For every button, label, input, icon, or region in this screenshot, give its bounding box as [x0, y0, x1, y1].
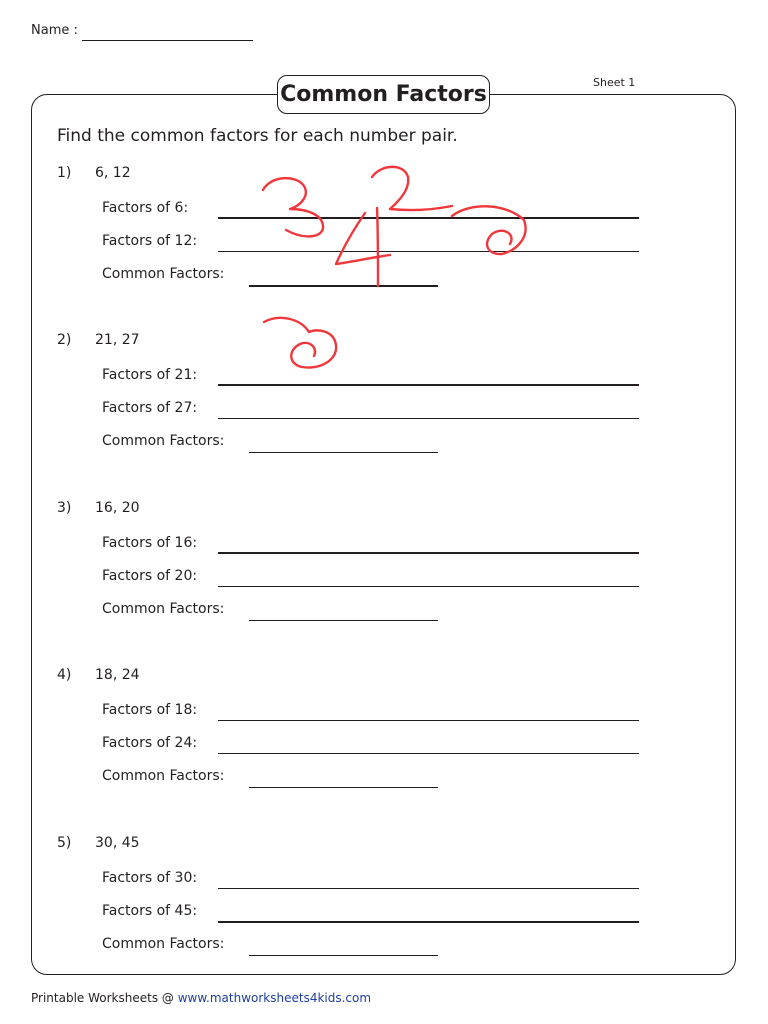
sheet-label: Sheet 1: [593, 76, 636, 89]
factors-a-label: Factors of 6:: [102, 200, 189, 216]
worksheet-title: Common Factors: [277, 75, 490, 114]
common-factors-label: Common Factors:: [102, 266, 225, 282]
factors-b-label: Factors of 20:: [102, 568, 198, 584]
number-pair: 6, 12: [95, 165, 131, 181]
footer: [31, 991, 371, 1005]
common-factors-answer-line[interactable]: [249, 955, 438, 956]
footer-prefix: Printable Worksheets @: [31, 991, 178, 1005]
factors-b-answer-line[interactable]: [218, 753, 639, 754]
problem-number: 3): [57, 500, 72, 516]
common-factors-label: Common Factors:: [102, 936, 225, 952]
common-factors-answer-line[interactable]: [249, 452, 438, 453]
number-pair: 16, 20: [95, 500, 140, 516]
factors-a-label: Factors of 18:: [102, 702, 198, 718]
common-factors-label: Common Factors:: [102, 768, 225, 784]
factors-a-answer-line[interactable]: [218, 888, 639, 889]
factors-a-answer-line[interactable]: [218, 384, 639, 386]
problem-3: [0, 500, 768, 630]
common-factors-label: Common Factors:: [102, 601, 225, 617]
problem-number: 4): [57, 667, 72, 683]
factors-b-answer-line[interactable]: [218, 921, 639, 923]
problem-number: 1): [57, 165, 72, 181]
problem-number: 2): [57, 332, 72, 348]
problem-4: [0, 667, 768, 797]
factors-a-label: Factors of 21:: [102, 367, 198, 383]
problem-1: [0, 165, 768, 295]
name-label: Name :: [31, 23, 78, 38]
factors-a-answer-line[interactable]: [218, 720, 639, 721]
problem-5: [0, 835, 768, 965]
common-factors-answer-line[interactable]: [249, 787, 438, 788]
factors-a-answer-line[interactable]: [218, 552, 639, 554]
factors-b-label: Factors of 24:: [102, 735, 198, 751]
factors-b-label: Factors of 12:: [102, 233, 198, 249]
name-field[interactable]: [82, 40, 253, 41]
common-factors-answer-line[interactable]: [249, 620, 438, 621]
factors-b-answer-line[interactable]: [218, 586, 639, 587]
common-factors-answer-line[interactable]: [249, 285, 438, 287]
factors-a-answer-line[interactable]: [218, 217, 639, 219]
common-factors-label: Common Factors:: [102, 433, 225, 449]
number-pair: 30, 45: [95, 835, 140, 851]
factors-a-label: Factors of 30:: [102, 870, 198, 886]
factors-b-answer-line[interactable]: [218, 251, 639, 252]
number-pair: 21, 27: [95, 332, 140, 348]
instructions: Find the common factors for each number pair.: [57, 126, 458, 146]
problem-2: [0, 332, 768, 462]
number-pair: 18, 24: [95, 667, 140, 683]
factors-b-answer-line[interactable]: [218, 418, 639, 419]
factors-b-label: Factors of 45:: [102, 903, 198, 919]
factors-a-label: Factors of 16:: [102, 535, 198, 551]
footer-link[interactable]: www.mathworksheets4kids.com: [177, 991, 372, 1005]
factors-b-label: Factors of 27:: [102, 400, 198, 416]
problem-number: 5): [57, 835, 72, 851]
